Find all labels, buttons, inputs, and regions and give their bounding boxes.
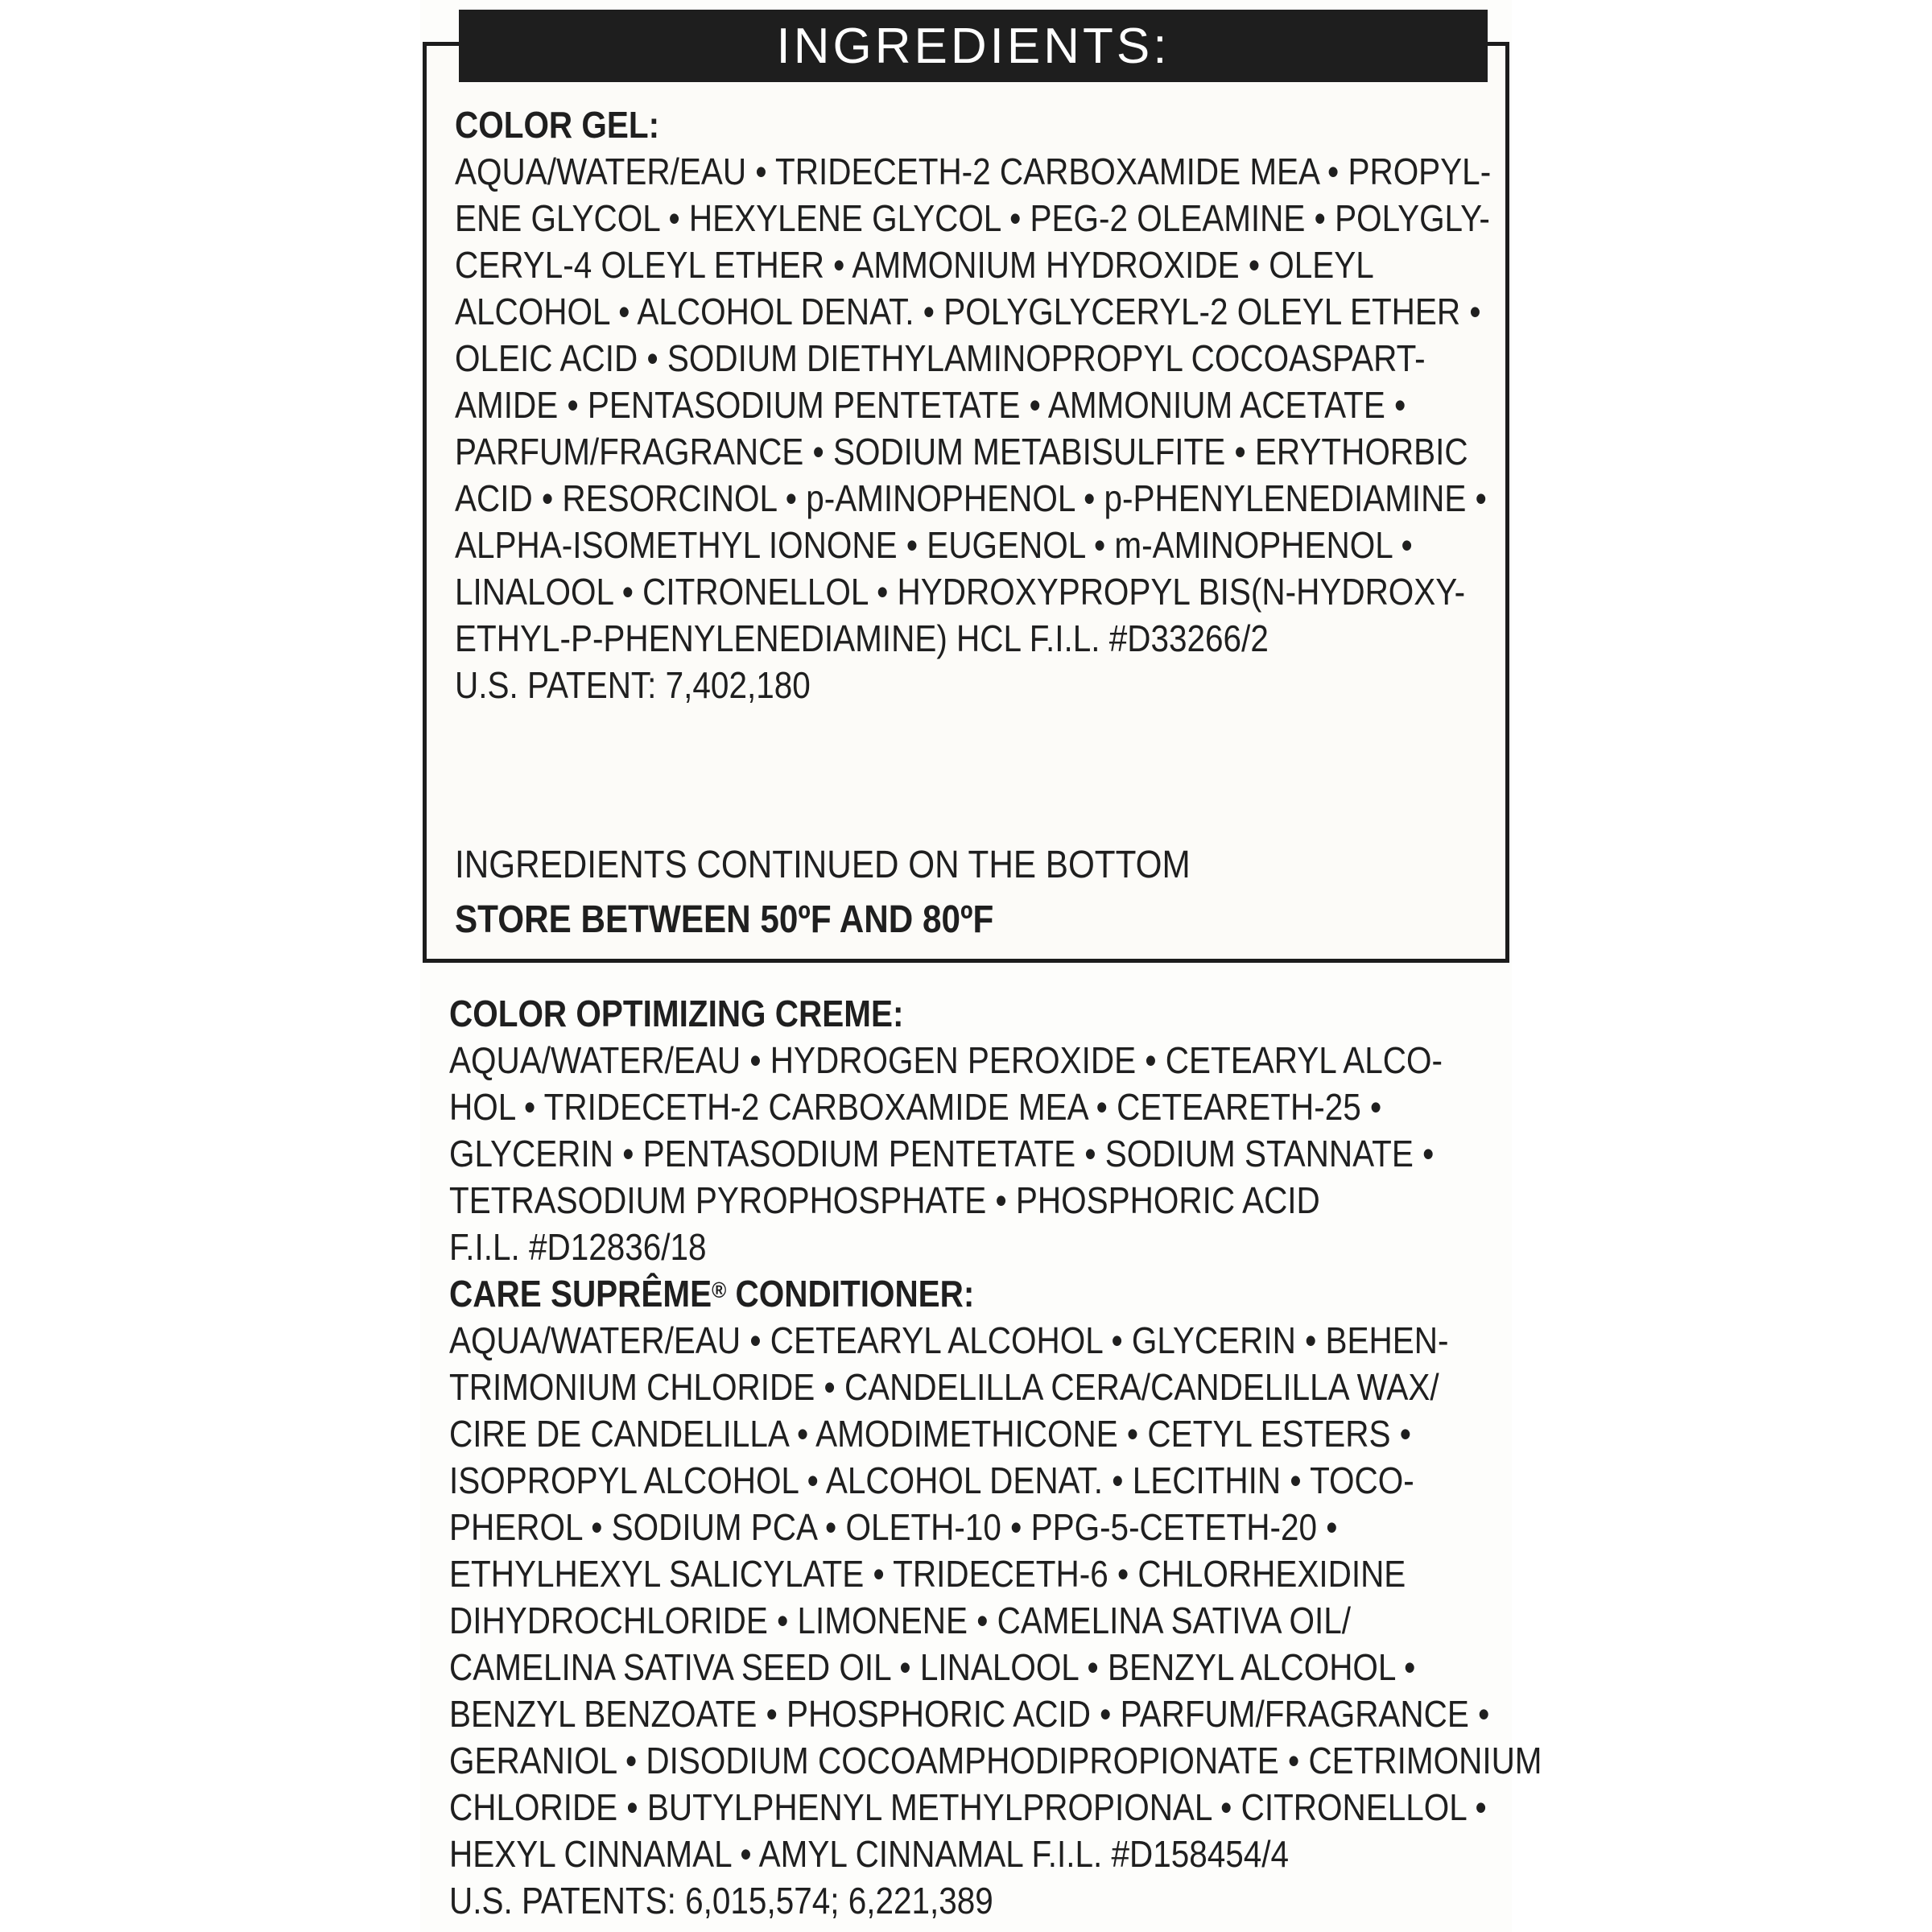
care-supreme-line: TRIMONIUM CHLORIDE • CANDELILLA CERA/CANDELILLA WAX/ bbox=[449, 1366, 1439, 1408]
care-supreme-line: ETHYLHEXYL SALICYLATE • TRIDECETH-6 • CHLORHEXIDINE bbox=[449, 1553, 1406, 1595]
storage-note: STORE BETWEEN 50ºF AND 80ºF bbox=[455, 898, 994, 941]
care-supreme-line: HEXYL CINNAMAL • AMYL CINNAMAL F.I.L. #D158454/4 bbox=[449, 1833, 1290, 1875]
creme-fil-number: F.I.L. #D12836/18 bbox=[449, 1226, 707, 1268]
creme-line: HOL • TRIDECETH-2 CARBOXAMIDE MEA • CETEARETH-25 • bbox=[449, 1086, 1382, 1128]
creme-line: AQUA/WATER/EAU • HYDROGEN PEROXIDE • CETEARYL ALCO- bbox=[449, 1039, 1443, 1081]
color-gel-line: ENE GLYCOL • HEXYLENE GLYCOL • PEG-2 OLEAMINE • POLYGLY- bbox=[455, 197, 1490, 239]
creme-heading: COLOR OPTIMIZING CREME: bbox=[449, 993, 904, 1034]
color-gel-line: ETHYL-P-PHENYLENEDIAMINE) HCL F.I.L. #D33266/2 bbox=[455, 617, 1269, 659]
care-supreme-patents: U.S. PATENTS: 6,015,574; 6,221,389 bbox=[449, 1880, 993, 1922]
color-gel-line: CERYL-4 OLEYL ETHER • AMMONIUM HYDROXIDE • OLEYL bbox=[455, 244, 1374, 286]
registered-mark: ® bbox=[712, 1278, 727, 1302]
care-supreme-line: ISOPROPYL ALCOHOL • ALCOHOL DENAT. • LECITHIN • TOCO- bbox=[449, 1459, 1414, 1501]
care-supreme-line: CAMELINA SATIVA SEED OIL • LINALOOL • BENZYL ALCOHOL • bbox=[449, 1646, 1416, 1688]
continued-note: INGREDIENTS CONTINUED ON THE BOTTOM bbox=[455, 844, 1191, 886]
color-gel-line: AMIDE • PENTASODIUM PENTETATE • AMMONIUM ACETATE • bbox=[455, 384, 1406, 426]
creme-line: GLYCERIN • PENTASODIUM PENTETATE • SODIUM STANNATE • bbox=[449, 1133, 1435, 1174]
color-gel-section bbox=[455, 101, 1492, 708]
color-gel-line: ACID • RESORCINOL • p-AMINOPHENOL • p-PHENYLENEDIAMINE • bbox=[455, 477, 1487, 519]
care-supreme-heading-suffix: CONDITIONER: bbox=[726, 1273, 975, 1315]
care-supreme-line: DIHYDROCHLORIDE • LIMONENE • CAMELINA SATIVA OIL/ bbox=[449, 1600, 1352, 1641]
creme-line: TETRASODIUM PYROPHOSPHATE • PHOSPHORIC ACID bbox=[449, 1179, 1320, 1221]
care-supreme-line: GERANIOL • DISODIUM COCOAMPHODIPROPIONATE • CETRIMONIUM bbox=[449, 1740, 1542, 1781]
care-supreme-heading-text: CARE SUPRÊME bbox=[449, 1273, 712, 1315]
color-optimizing-creme-section bbox=[449, 990, 1542, 1924]
color-gel-line: LINALOOL • CITRONELLOL • HYDROXYPROPYL BIS(N-HYDROXY- bbox=[455, 571, 1466, 613]
color-gel-line: AQUA/WATER/EAU • TRIDECETH-2 CARBOXAMIDE MEA • PROPYL- bbox=[455, 151, 1492, 192]
care-supreme-line: BENZYL BENZOATE • PHOSPHORIC ACID • PARFUM/FRAGRANCE • bbox=[449, 1693, 1490, 1735]
color-gel-patent: U.S. PATENT: 7,402,180 bbox=[455, 664, 811, 706]
care-supreme-heading bbox=[449, 1270, 1377, 1317]
care-supreme-line: PHEROL • SODIUM PCA • OLETH-10 • PPG-5-CETETH-20 • bbox=[449, 1506, 1338, 1548]
care-supreme-line: CHLORIDE • BUTYLPHENYL METHYLPROPIONAL • CITRONELLOL • bbox=[449, 1786, 1487, 1828]
color-gel-heading: COLOR GEL: bbox=[455, 104, 660, 146]
care-supreme-line: AQUA/WATER/EAU • CETEARYL ALCOHOL • GLYCERIN • BEHEN- bbox=[449, 1319, 1449, 1361]
ingredients-header: INGREDIENTS: bbox=[459, 10, 1488, 82]
color-gel-line: OLEIC ACID • SODIUM DIETHYLAMINOPROPYL COCOASPART- bbox=[455, 337, 1426, 379]
color-gel-line: PARFUM/FRAGRANCE • SODIUM METABISULFITE • ERYTHORBIC bbox=[455, 431, 1468, 473]
color-gel-line: ALCOHOL • ALCOHOL DENAT. • POLYGLYCERYL-2 OLEYL ETHER • bbox=[455, 291, 1481, 332]
color-gel-line: ALPHA-ISOMETHYL IONONE • EUGENOL • m-AMINOPHENOL • bbox=[455, 524, 1413, 566]
care-supreme-line: CIRE DE CANDELILLA • AMODIMETHICONE • CETYL ESTERS • bbox=[449, 1413, 1411, 1455]
